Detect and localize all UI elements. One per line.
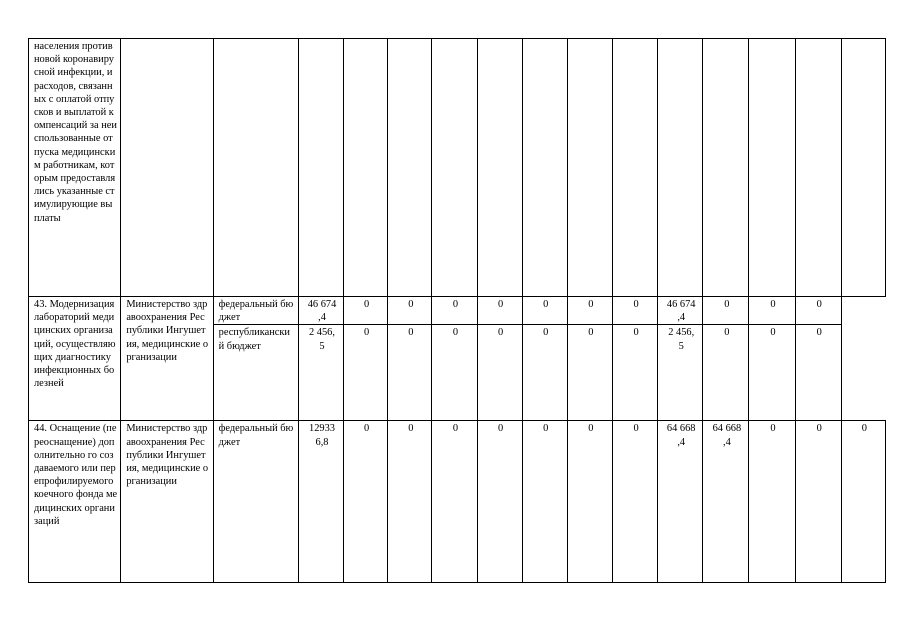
- measure-name-cell: 44. Оснащение (переоснащение) дополнительно го создаваемого или перепрофилируемого коечного фонда медицинских организаций: [29, 421, 121, 583]
- year-value-cell: 0: [477, 297, 522, 325]
- empty-cell: [121, 39, 213, 297]
- year-value-cell: 0: [344, 325, 388, 421]
- total-cell: 46 674 ,4: [298, 297, 343, 325]
- year-value-cell: 0: [749, 325, 795, 421]
- year-value-cell: 64 668 ,4: [703, 421, 749, 583]
- table-row-43-federal: [29, 297, 886, 325]
- year-value-cell: 0: [344, 421, 388, 583]
- year-value-cell: 64 668 ,4: [658, 421, 703, 583]
- empty-cell: [344, 39, 388, 297]
- year-value-cell: 2 456, 5: [658, 325, 703, 421]
- empty-cell: [298, 39, 343, 297]
- total-cell: 2 456, 5: [298, 325, 343, 421]
- year-value-cell: 0: [612, 421, 657, 583]
- measure-name-cell: 43. Модернизация лабораторий медицинских организаций, осуществляющих диагностику инфекционных болезней: [29, 297, 121, 421]
- year-value-cell: 0: [703, 297, 749, 325]
- empty-cell: [522, 39, 567, 297]
- executor-cell: Министерство здравоохранения Республики Ингушетия, медицинские организации: [121, 421, 213, 583]
- year-value-cell: 0: [522, 325, 567, 421]
- year-value-cell: 0: [388, 421, 432, 583]
- measure-name-cell: населения против новой коронавирусной инфекции, и расходов, связанных с оплатой отпусков и выплатой компенсаций за неиспользованные отпуска медицинским работникам, которым предоставлялись указанные стимулирующие выплаты: [29, 39, 121, 297]
- empty-cell: [432, 39, 477, 297]
- year-value-cell: 0: [749, 421, 795, 583]
- year-value-cell: 0: [749, 297, 795, 325]
- year-value-cell: 0: [432, 325, 477, 421]
- year-value-cell: 0: [432, 297, 477, 325]
- empty-cell: [612, 39, 657, 297]
- year-value-cell: 0: [612, 325, 657, 421]
- year-value-cell: 0: [703, 325, 749, 421]
- year-value-cell: 0: [612, 297, 657, 325]
- year-value-cell: 0: [522, 421, 567, 583]
- year-value-cell: 0: [344, 297, 388, 325]
- table-row-44: [29, 421, 886, 583]
- executor-cell: Министерство здравоохранения Республики Ингушетия, медицинские организации: [121, 297, 213, 421]
- total-cell: 12933 6,8: [298, 421, 343, 583]
- empty-cell: [841, 39, 885, 297]
- year-value-cell: 0: [567, 421, 612, 583]
- empty-cell: [795, 39, 841, 297]
- empty-cell: [213, 39, 298, 297]
- funding-source-cell: республиканский бюджет: [213, 325, 298, 421]
- empty-cell: [658, 39, 703, 297]
- year-value-cell: 0: [432, 421, 477, 583]
- year-value-cell: 0: [567, 297, 612, 325]
- table-row-continuation: [29, 39, 886, 297]
- budget-table: [28, 38, 886, 583]
- empty-cell: [567, 39, 612, 297]
- year-value-cell: 0: [388, 325, 432, 421]
- year-value-cell: 0: [477, 421, 522, 583]
- empty-cell: [477, 39, 522, 297]
- empty-cell: [749, 39, 795, 297]
- empty-cell: [703, 39, 749, 297]
- empty-cell: [388, 39, 432, 297]
- year-value-cell: 0: [795, 297, 841, 325]
- funding-source-cell: федеральный бюджет: [213, 421, 298, 583]
- year-value-cell: 0: [795, 421, 841, 583]
- year-value-cell: 0: [841, 421, 885, 583]
- year-value-cell: 46 674 ,4: [658, 297, 703, 325]
- year-value-cell: 0: [567, 325, 612, 421]
- year-value-cell: 0: [477, 325, 522, 421]
- year-value-cell: 0: [795, 325, 841, 421]
- year-value-cell: 0: [388, 297, 432, 325]
- year-value-cell: 0: [522, 297, 567, 325]
- funding-source-cell: федеральный бюджет: [213, 297, 298, 325]
